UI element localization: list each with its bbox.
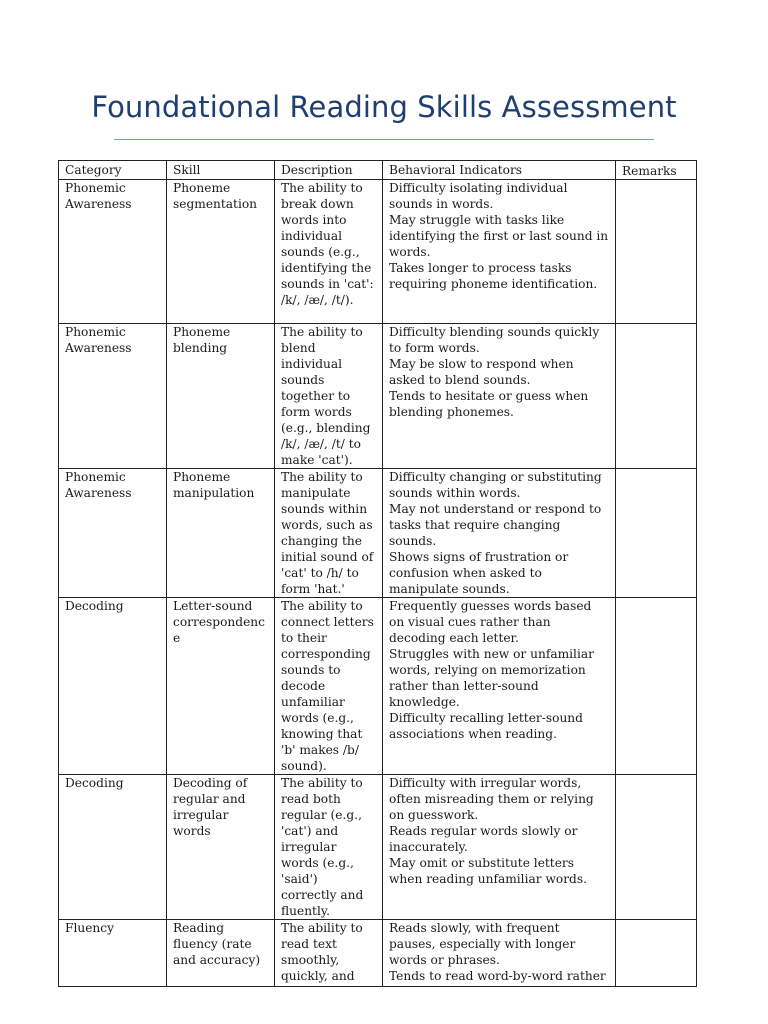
indicator-text: May be slow to respond when asked to blend sounds. [389, 357, 574, 387]
cell-category: Decoding [59, 598, 167, 775]
cell-clip: Reading fluency (rate and accuracy) [173, 921, 261, 967]
cell-description: The ability to connect letters to their corresponding sounds to decode unfamiliar words (e.g., knowing that 'b' makes /b/ sound). [275, 598, 383, 775]
indicator-text: Reads regular words slowly or inaccurately. [389, 824, 578, 854]
table-row [59, 180, 697, 324]
header-category: Category [59, 161, 167, 180]
indicator-text: Difficulty with irregular words, often misreading them or relying on guesswork. [389, 776, 594, 822]
indicator-text: Reads slowly, with frequent pauses, especially with longer words or phrases. [389, 921, 576, 967]
indicator-text: May omit or substitute letters when reading unfamiliar words. [389, 856, 587, 886]
cell-category: Phonemic Awareness [59, 180, 167, 324]
indicator-text: Frequently guesses words based on visual cues rather than decoding each letter. [389, 599, 592, 645]
cell-behavioral-indicators [383, 598, 616, 775]
table-header-row [59, 161, 697, 180]
cell-behavioral-indicators [383, 324, 616, 469]
cell-clip [389, 920, 609, 986]
header-behavioral-indicators: Behavioral Indicators [383, 161, 616, 180]
cell-clip: Fluency [65, 921, 114, 935]
cell-skill: Decoding of regular and irregular words [167, 775, 275, 920]
cell-description: The ability to manipulate sounds within words, such as changing the initial sound of 'cat' to /h/ to form 'hat.' [275, 469, 383, 598]
cell-clip [622, 920, 690, 986]
cell-category: Decoding [59, 775, 167, 920]
indicator-text: Difficulty recalling letter-sound associations when reading. [389, 711, 583, 741]
cell-clip: The ability to read text smoothly, quickly, and [281, 921, 363, 983]
page-title: Foundational Reading Skills Assessment [91, 90, 677, 124]
cell-skill: Phoneme manipulation [167, 469, 275, 598]
cell-remarks [616, 469, 697, 598]
cell-category: Phonemic Awareness [59, 469, 167, 598]
cell-category: Phonemic Awareness [59, 324, 167, 469]
cell-remarks [616, 598, 697, 775]
cell-behavioral-indicators [383, 775, 616, 920]
cell-remarks [616, 324, 697, 469]
table-row [59, 775, 697, 920]
assessment-table [58, 160, 697, 987]
indicator-text: Difficulty blending sounds quickly to form words. [389, 325, 600, 355]
header-skill: Skill [167, 161, 275, 180]
cell-behavioral-indicators [383, 920, 616, 987]
cell-skill: Phoneme blending [167, 324, 275, 469]
cell-skill: Phoneme segmentation [167, 180, 275, 324]
header-remarks: Remarks [616, 161, 697, 180]
cell-skill: Letter-sound correspondence [167, 598, 275, 775]
table-row [59, 598, 697, 775]
indicator-text: Difficulty isolating individual sounds in words. [389, 181, 568, 211]
cell-remarks [616, 775, 697, 920]
indicator-text: Difficulty changing or substituting sounds within words. [389, 470, 602, 500]
table-row [59, 469, 697, 598]
header-description: Description [275, 161, 383, 180]
title-underline [114, 139, 654, 140]
cell-description [275, 920, 383, 987]
cell-description: The ability to read both regular (e.g., 'cat') and irregular words (e.g., 'said') correctly and fluently. [275, 775, 383, 920]
cell-behavioral-indicators [383, 469, 616, 598]
table-row [59, 920, 697, 987]
indicator-text: Shows signs of frustration or confusion when asked to manipulate sounds. [389, 550, 569, 596]
indicator-text: May not understand or respond to tasks that require changing sounds. [389, 502, 602, 548]
table-row [59, 324, 697, 469]
cell-remarks [616, 180, 697, 324]
cell-description: The ability to break down words into individual sounds (e.g., identifying the sounds in 'cat': /k/, /æ/, /t/). [275, 180, 383, 324]
cell-remarks [616, 920, 697, 987]
cell-category [59, 920, 167, 987]
indicator-text: Struggles with new or unfamiliar words, relying on memorization rather than letter-sound knowledge. [389, 647, 594, 709]
cell-behavioral-indicators [383, 180, 616, 324]
indicator-text: Takes longer to process tasks requiring phoneme identification. [389, 261, 598, 291]
cell-skill [167, 920, 275, 987]
indicator-text: Tends to read word-by-word rather [389, 969, 606, 983]
indicator-text: May struggle with tasks like identifying the first or last sound in words. [389, 213, 609, 259]
cell-description: The ability to blend individual sounds together to form words (e.g., blending /k/, /æ/, /t/ to make 'cat'). [275, 324, 383, 469]
indicator-text: Tends to hesitate or guess when blending phonemes. [389, 389, 589, 419]
